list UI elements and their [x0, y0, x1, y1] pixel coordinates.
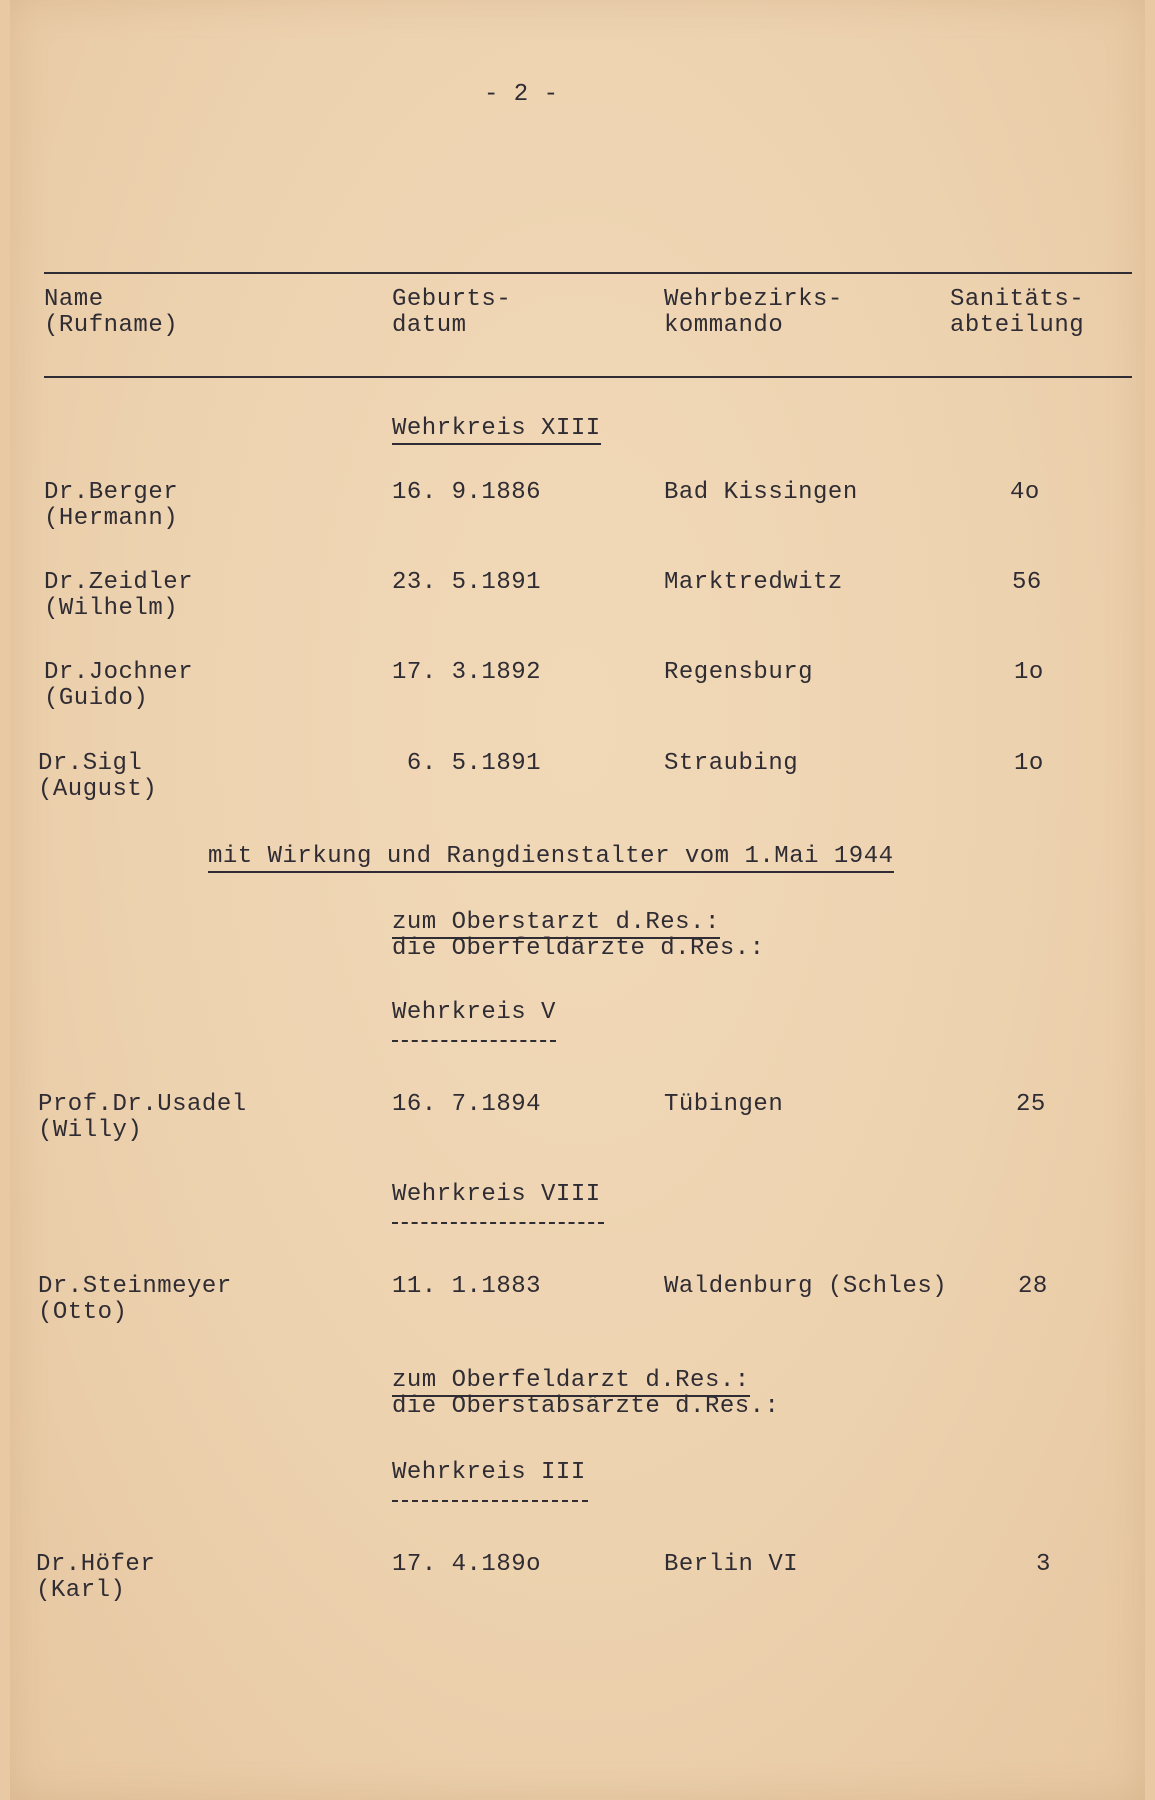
district-command: Straubing — [664, 750, 799, 777]
person-rufname: (Hermann) — [44, 505, 179, 532]
header-top-rule — [44, 272, 1132, 274]
district-command: Bad Kissingen — [664, 479, 858, 506]
person-rufname: (August) — [38, 776, 158, 803]
district-command: Marktredwitz — [664, 569, 843, 596]
header-district-2: kommando — [664, 312, 784, 339]
medical-unit: 3 — [1036, 1551, 1051, 1578]
promotion-target-rank: zum Oberstarzt d.Res.: — [392, 910, 720, 939]
person-name: Prof.Dr.Usadel — [38, 1091, 247, 1118]
person-rufname: (Guido) — [44, 685, 149, 712]
person-rufname: (Otto) — [38, 1299, 128, 1326]
wehrkreis-heading: Wehrkreis III — [392, 1459, 586, 1486]
birth-date: 11. 1.1883 — [392, 1273, 542, 1300]
person-name: Dr.Sigl — [38, 750, 143, 777]
birth-date: 16. 9.1886 — [392, 479, 542, 506]
promotion-target-rank: zum Oberfeldarzt d.Res.: — [392, 1368, 750, 1397]
birth-date: 17. 3.1892 — [392, 659, 542, 686]
heading-underline — [392, 1222, 604, 1224]
medical-unit: 56 — [1012, 569, 1042, 596]
district-command: Waldenburg (Schles) — [664, 1273, 948, 1300]
wehrkreis-heading: Wehrkreis XIII — [392, 416, 601, 445]
person-name: Dr.Zeidler — [44, 569, 194, 596]
person-name: Dr.Steinmeyer — [38, 1273, 232, 1300]
district-command: Regensburg — [664, 659, 814, 686]
medical-unit: 1o — [1014, 659, 1044, 686]
header-birth-2: datum — [392, 312, 467, 339]
medical-unit: 1o — [1014, 750, 1044, 777]
header-district: Wehrbezirks- — [664, 286, 843, 313]
header-name: Name — [44, 286, 104, 313]
person-rufname: (Willy) — [38, 1117, 143, 1144]
heading-underline — [392, 1500, 588, 1502]
person-rufname: (Karl) — [36, 1577, 126, 1604]
medical-unit: 4o — [1010, 479, 1040, 506]
wehrkreis-heading: Wehrkreis VIII — [392, 1181, 601, 1208]
page-number: - 2 - — [484, 81, 559, 108]
birth-date: 16. 7.1894 — [392, 1091, 542, 1118]
promotion-source-rank: die Oberstabsärzte d.Res.: — [392, 1393, 780, 1420]
header-birth: Geburts- — [392, 286, 512, 313]
wehrkreis-heading: Wehrkreis V — [392, 999, 556, 1026]
document-page — [10, 0, 1145, 1800]
medical-unit: 25 — [1016, 1091, 1046, 1118]
header-medical-unit: Sanitäts- — [950, 286, 1085, 313]
person-name: Dr.Jochner — [44, 659, 194, 686]
heading-underline — [392, 1040, 556, 1042]
header-bottom-rule — [44, 376, 1132, 378]
promotion-source-rank: die Oberfeldärzte d.Res.: — [392, 935, 765, 962]
birth-date: 17. 4.189o — [392, 1551, 542, 1578]
effective-date-note: mit Wirkung und Rangdienstalter vom 1.Mai 1944 — [208, 844, 894, 873]
district-command: Tübingen — [664, 1091, 784, 1118]
header-medical-unit-2: abteilung — [950, 312, 1085, 339]
person-name: Dr.Höfer — [36, 1551, 156, 1578]
person-rufname: (Wilhelm) — [44, 595, 179, 622]
birth-date: 23. 5.1891 — [392, 569, 542, 596]
birth-date: 6. 5.1891 — [392, 750, 542, 777]
header-rufname: (Rufname) — [44, 312, 179, 339]
district-command: Berlin VI — [664, 1551, 799, 1578]
person-name: Dr.Berger — [44, 479, 179, 506]
medical-unit: 28 — [1018, 1273, 1048, 1300]
